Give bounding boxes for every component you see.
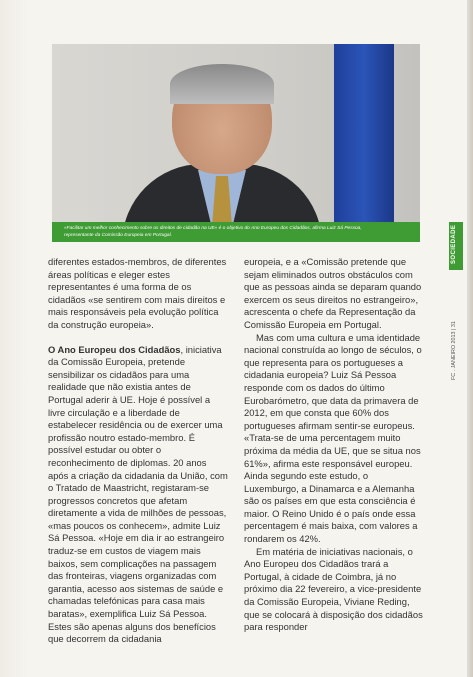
right-paragraph-1: europeia, e a «Comissão pretende que sejam eliminados outros obstáculos com que as pessoas ainda se deparam quando exercem os seus direitos no estrangeiro», acrescenta o chefe da Representação da Comissão Europeia em Portugal. [244,256,422,330]
left-paragraph-1: diferentes estados-membros, de diferentes áreas políticas e eleger estes representantes é uma forma de os cidadãos «se sentirem com mais direitos e mais responsáveis pela evolução política da construção europeia». [48,256,227,330]
left-paragraph-2-body: , iniciativa da Comissão Europeia, pretende sensibilizar os cidadãos para uma realidade que não existia antes de Portugal aderir à UE. Hoje é possível a livre circulação e a liberdade de estabelecer residência ou de exercer uma profissão noutro estado-membro. É possível estudar ou obter o reconhecimento de diplomas. 20 anos após a criação da cidadania da União, com o Tratado de Maastricht, registaram-se progressos concretos que afetam diretamente a vida de milhões de pessoas, «mas poucos os conhecem», admite Luiz Sá Pessoa. «Hoje em dia ir ao estrangeiro traduz-se em custos de viagem mais baixos, sem complicações na passagem das fronteiras, viagens organizadas com garantia, acesso aos sistemas de saúde e chamadas telefónicas para casa mais baratas», exemplifica Luiz Sá Pessoa. Estes são apenas alguns dos benefícios que decorrem da cidadania [48,343,228,645]
hair [170,64,274,104]
section-tab [449,222,463,270]
left-column [48,256,228,646]
right-paragraph-2: Mas com uma cultura e uma identidade nacional construída ao longo de séculos, o que representa para os portugueses a cidadania europeia? Luiz Sá Pessoa responde com os dados do último Eurobarómetro, que data da primavera de 2012, em que consta que 60% dos portugueses afirmam sentir-se europeus. «Trata-se de uma percentagem muito próxima da média da UE, que se situa nos 61%», afirma este responsável europeu. Ainda segundo este estudo, o Luxemburgo, a Dinamarca e a Alemanha são os países em que esta consciência é maior. O Reino Unido é o país onde essa percentagem é mais baixa, com valores a rondarem os 42%. [244,331,422,545]
section-tab-label: SOCIEDADE [451,224,457,264]
page-spine-shadow [467,0,473,677]
left-paragraph-2 [48,344,228,646]
running-footer: FC . JANEIRO 2013 | 31 [451,321,457,380]
right-paragraph-3: Em matéria de iniciativas nacionais, o Ano Europeu dos Cidadãos trará a Portugal, à cidade de Coimbra, já no próximo dia 22 fevereiro, a vice-presidente da Comissão Europeia, Viviane Reding, que se colocará à disposição dos cidadãos para responder [244,545,423,633]
portrait-photo [52,44,420,222]
photo-caption: «Facilitar um melhor conhecimento sobre os direitos de cidadão na UE» é o objetivo do Ano Europeu dos Cidadãos, afirma Luiz Sá Pessoa, representante da Comissão Europeia em Portugal. [52,222,420,242]
lead-in: O Ano Europeu dos Cidadãos [48,343,181,355]
right-column [244,256,424,634]
eu-flag-background [334,44,394,222]
